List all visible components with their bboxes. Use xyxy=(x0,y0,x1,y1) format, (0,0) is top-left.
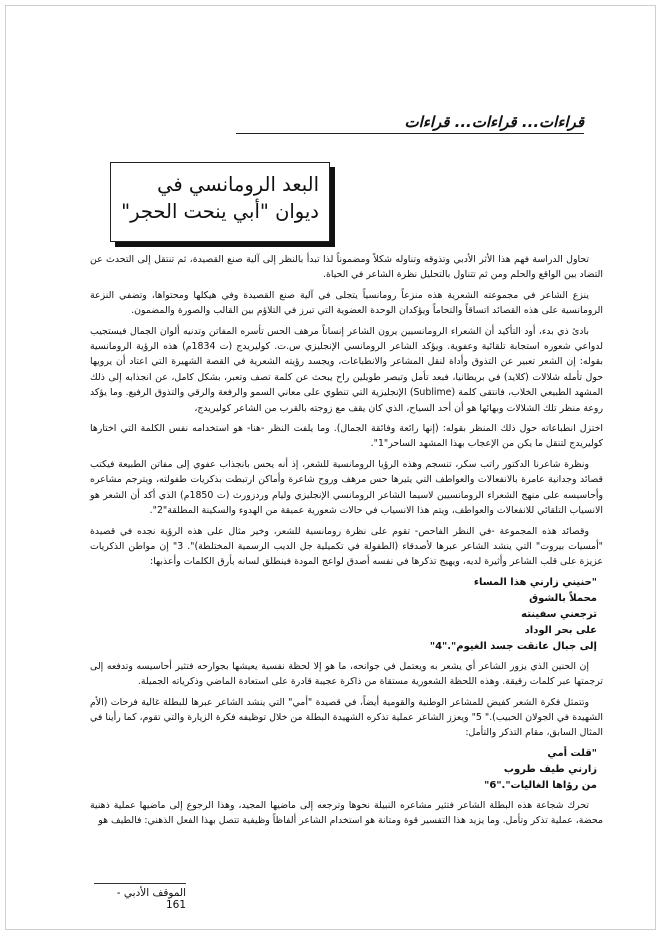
page-footer: الموقف الأدبي - 161 xyxy=(94,883,186,911)
poem-line: على بحر الوداد xyxy=(524,624,597,636)
paragraph: تحاول الدراسة فهم هذا الأثر الأدبي وتذوقه وتناوله شكلاً ومضموناً لذا تبدأ بالنظر إلى آلية صنع القصيدة، ثم تنتقل إلى التحدث عن التضاد بين الواقع والحلم ومن ثم تتناول بالتحليل نظرة الشاعر في الحياة. xyxy=(90,254,603,281)
article-title-line-1: البعد الرومانسي في xyxy=(157,173,319,196)
poem-line: من رؤاها الغاليات"."6" xyxy=(484,779,597,791)
paragraph: ونظرة شاعرنا الدكتور راتب سكر، تنسجم وهذه الرؤيا الرومانسية للشعر، إذ أنه يحس بانجذاب عفوي إلى مفاتن الطبيعة فيكتب قصائد وجدانية عامرة بالانفعالات والعواطف التي يثيرها حس مرهف وروح شاعرة وأماكن ارتبطت بذكريات طفولته، ويترجم مشاعره وأحاسيسه على منهج الشعراء الرومانسيين لاسيما الشاعر الرومانسي الإنجليزي وليام وردزورث (ت 1850م) الذي أكد أن الشعر هو الانسياب التلقائي للانفعالات والعواطف، ويتم هذا الانسياب في حالات شعورية عميقة من الهدوء والسكينة المطلقة"2". xyxy=(90,458,603,517)
paragraph: بادئ ذي بدء، أود التأكيد أن الشعراء الرومانسيين يرون الشاعر إنساناً مرهف الحس تأسره المفاتن وتدنيه ألوان الجمال فيستجيب لدواعي شعوره استجابة تلقائية وعفوية. ويؤكد الشاعر الرومانسي الإنجليزي س.ت. كوليريدج (ت 1834م) هذه الرؤية الرومانسية بقوله: إن الشعر تعبير عن التذوق وأداة لنقل المشاعر والانطباعات، ويجسد رؤيته الشعرية في القصة الشهيرة التي اعتاد أن يرويها حول تأمله شلالات (كلايد) في بريطانيا، فبعد تأمل وتبصر طويلين راح يبحث عن كلمة تصف وتعبر، بشكل كامل، عن انجذابه إلى ذلك المشهد الطبيعي الخلاب، فانتقى كلمة (Sublime) الإنجليزية التي تنطوي على معاني السمو والرفعة والرقي والتذوق الرفيع. وما يؤكد روعة منظر تلك الشلالات وبهائها هو أن أحد السياح، الذي كان يقف مع زوجته بالقرب من الشاعر كوليريدج، xyxy=(90,325,604,414)
paragraph: وقصائد هذه المجموعة -في النظر الفاحص- تقوم على نظرة رومانسية للشعر، وخير مثال على هذه الرؤية نجده في قصيدة "أمسيات بيروت" التي ينشد الشاعر عبرها لأصدقاء (الطفولة في تكميلية جل الديب الرسمية المختلطة)". 3" إن مواطن الذكريات عزيزة على قلب الشاعر وأثيرة لديه، ويهيج تذكرها في نفسه أصدق لواعج المودة فينطلق لسانه بأرق الكلمات وأعذبها: xyxy=(90,525,603,568)
poem-quote-2 xyxy=(90,746,603,794)
paragraph: وتتمثل فكرة الشعر كفيض للمشاعر الوطنية والقومية أيضاً، في قصيدة "أمي" التي ينشد الشاعر عبرها للبطلة غالية فرحات (الأم الشهيدة في الجولان الحبيب)." 5" ويعزز الشاعر عملية تذكره الشهيدة البطلة من خلال توظيفه فكرة الزيارة والتي تقوم، كما رأينا في المثال السابق، مقام التذكر والتأمل: xyxy=(90,696,604,739)
paragraph: ينزع الشاعر في مجموعته الشعرية هذه منزعاً رومانسياً يتجلى في آلية صنع القصيدة وفي هيكلها ومحتواها، وتضفي النزعة الرومانسية على هذه القصائد اتساقاً والتحاماً ويؤكدان الوحدة العضوية التي تبرز في التلاؤم بين القالب والصورة والمضمون. xyxy=(90,289,603,317)
paragraph: تحرك شجاعة هذه البطلة الشاعر فتثير مشاعره النبيلة نحوها وترجعه إلى ماضيها المجيد، وهذا الرجوع إلى ماضيها عملية ذهنية محضة، عملية تذكر وتأمل. وما يزيد هذا التفسير قوة ومتانة هو استخدام الشاعر ألفاظاً وظيفية تتصل بهذا الفعل الذهني: فالطيف هو xyxy=(90,799,603,827)
poem-line: ترجعني سفينته xyxy=(521,608,597,620)
poem-line: زارني طيف طروب xyxy=(503,763,597,775)
poem-quote-1 xyxy=(90,575,603,655)
article-title-box xyxy=(110,162,330,242)
poem-line: محملاً بالشوق xyxy=(529,592,597,604)
poem-line: "قلت أمي xyxy=(547,747,597,759)
section-header: قراءات... قراءات... قراءات xyxy=(236,113,584,134)
poem-line: إلى جبال عانقت جسد الغيوم"."4" xyxy=(429,640,597,652)
poem-line: "حنيني زارني هذا المساء xyxy=(473,576,597,588)
paragraph: اختزل انطباعاته حول ذلك المنظر بقوله: (إنها رائعة وفائقة الجمال). وما يلفت النظر -هنا- هو استخدامه نفس الكلمة التي اختارها كوليريدج لتنقل ما يكن من الإعجاب بهذا المشهد الساحر"1". xyxy=(90,423,603,450)
paragraph: إن الحنين الذي يزور الشاعر أي يشعر به ويعتمل في جوانحه، ما هو إلا لحظة نفسية يعيشها بجوارحه فتثير أحاسيسه وتدفعه إلى ترجمتها عبر كلمات رقيقة. وهذه اللحظة الشعورية مستقاة من ذاكرة عجيبة قادرة على استعادة الماضي وذكرياته الجميلة. xyxy=(90,660,603,688)
article-title-line-2: ديوان "أبي ينحت الحجر" xyxy=(121,200,319,223)
article-body xyxy=(90,252,603,834)
